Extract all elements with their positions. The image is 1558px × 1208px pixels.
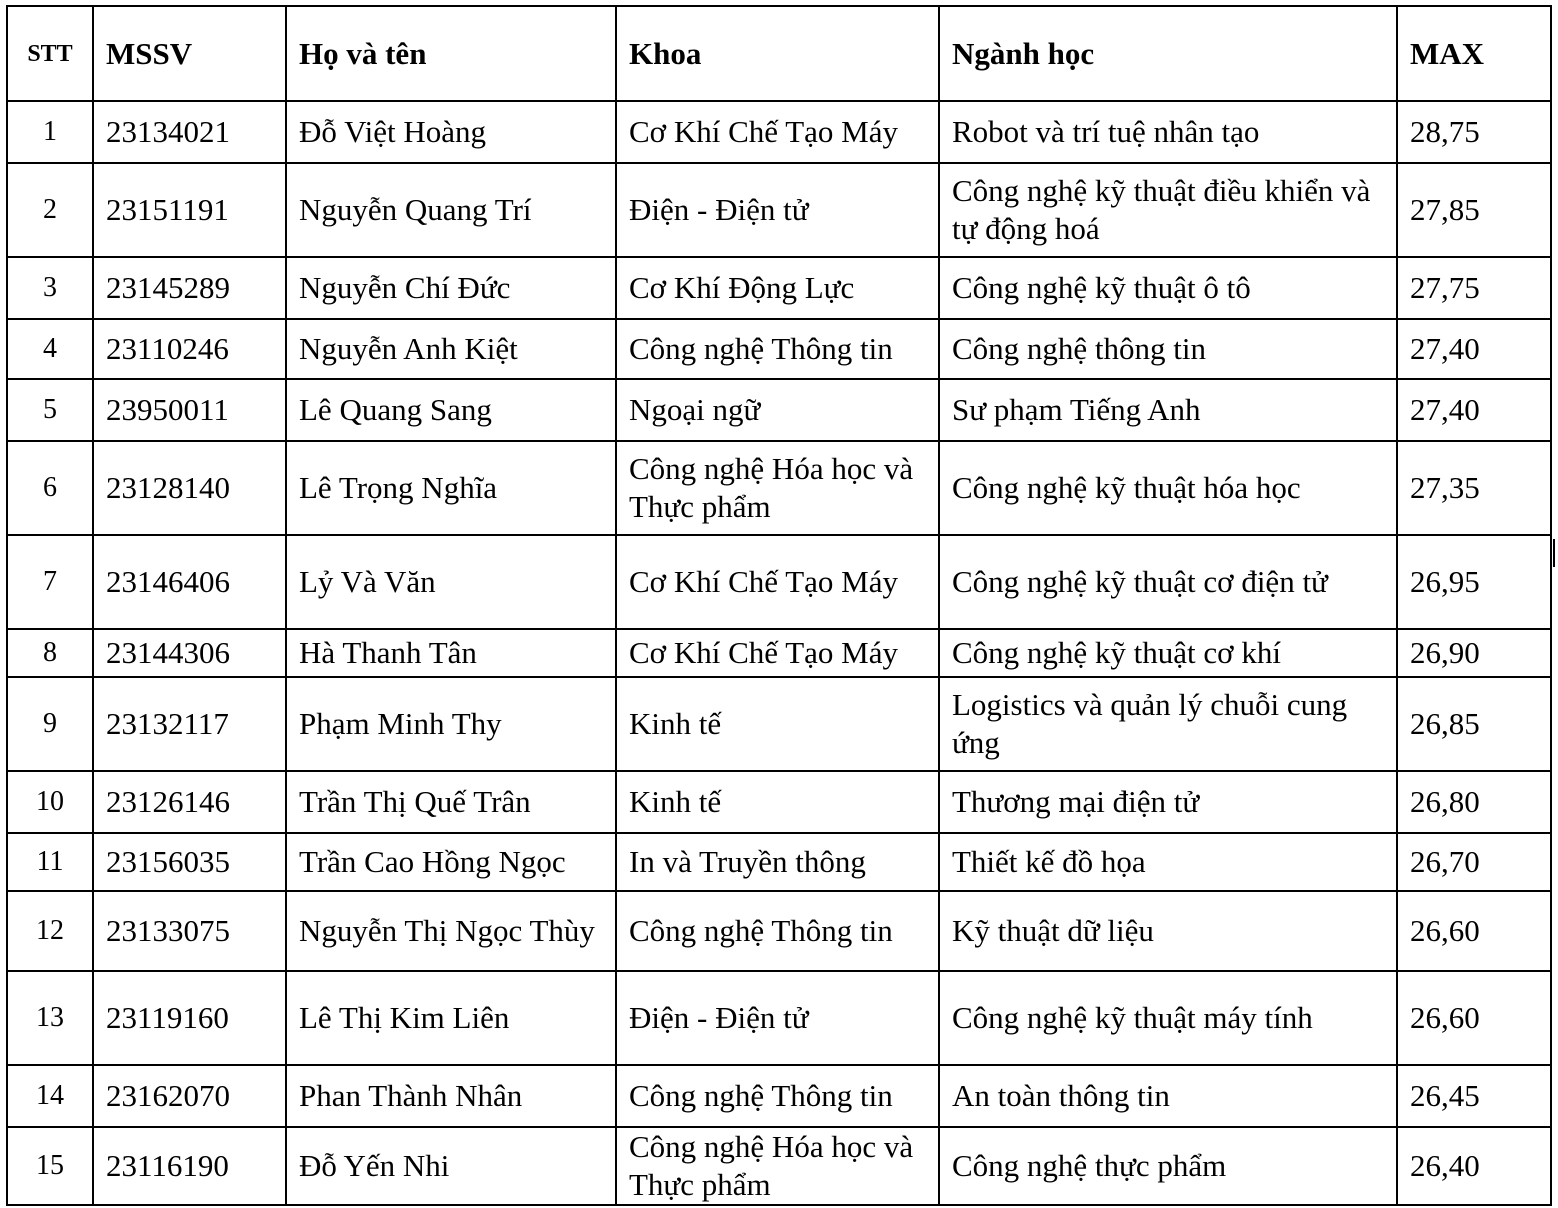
row-mssv: 23134021: [93, 101, 286, 163]
row-mssv: 23128140: [93, 441, 286, 535]
table-row: [7, 1127, 1551, 1205]
row-max: 27,40: [1397, 379, 1551, 441]
table-row: [7, 677, 1551, 771]
row-max: 26,95: [1397, 535, 1551, 629]
row-name: Nguyễn Chí Đức: [286, 257, 616, 319]
row-name: Trần Cao Hồng Ngọc: [286, 833, 616, 891]
row-faculty: Cơ Khí Động Lực: [616, 257, 939, 319]
row-faculty: Ngoại ngữ: [616, 379, 939, 441]
table-header-row: [7, 6, 1551, 101]
row-major: An toàn thông tin: [939, 1065, 1397, 1127]
row-mssv: 23132117: [93, 677, 286, 771]
header-mssv: MSSV: [93, 6, 286, 101]
row-stt: 10: [7, 771, 93, 833]
row-name: Lỷ Và Văn: [286, 535, 616, 629]
row-max: 28,75: [1397, 101, 1551, 163]
row-name: Lê Thị Kim Liên: [286, 971, 616, 1065]
row-name: Lê Quang Sang: [286, 379, 616, 441]
row-mssv: 23146406: [93, 535, 286, 629]
row-faculty: Công nghệ Hóa học và Thực phẩm: [616, 1127, 939, 1205]
row-name: Hà Thanh Tân: [286, 629, 616, 677]
row-mssv: 23144306: [93, 629, 286, 677]
row-major: Thương mại điện tử: [939, 771, 1397, 833]
row-name: Nguyễn Thị Ngọc Thùy: [286, 891, 616, 971]
row-stt: 7: [7, 535, 93, 629]
row-name: Đỗ Yến Nhi: [286, 1127, 616, 1205]
table-row: [7, 1065, 1551, 1127]
row-major: Sư phạm Tiếng Anh: [939, 379, 1397, 441]
table-row: [7, 771, 1551, 833]
row-faculty: Cơ Khí Chế Tạo Máy: [616, 101, 939, 163]
row-stt: 15: [7, 1127, 93, 1205]
row-stt: 13: [7, 971, 93, 1065]
row-mssv: 23110246: [93, 319, 286, 379]
row-max: 26,60: [1397, 891, 1551, 971]
row-stt: 11: [7, 833, 93, 891]
row-faculty: Công nghệ Hóa học và Thực phẩm: [616, 441, 939, 535]
row-major: Công nghệ kỹ thuật máy tính: [939, 971, 1397, 1065]
row-max: 26,45: [1397, 1065, 1551, 1127]
row-mssv: 23950011: [93, 379, 286, 441]
row-stt: 1: [7, 101, 93, 163]
row-max: 27,85: [1397, 163, 1551, 257]
row-name: Phạm Minh Thy: [286, 677, 616, 771]
row-max: 27,75: [1397, 257, 1551, 319]
row-faculty: Kinh tế: [616, 771, 939, 833]
row-name: Phan Thành Nhân: [286, 1065, 616, 1127]
row-stt: 8: [7, 629, 93, 677]
row-faculty: In và Truyền thông: [616, 833, 939, 891]
row-faculty: Cơ Khí Chế Tạo Máy: [616, 629, 939, 677]
row-faculty: Công nghệ Thông tin: [616, 319, 939, 379]
row-major: Công nghệ thực phẩm: [939, 1127, 1397, 1205]
row-stt: 14: [7, 1065, 93, 1127]
row-faculty: Công nghệ Thông tin: [616, 1065, 939, 1127]
table-row: [7, 833, 1551, 891]
table-row: [7, 379, 1551, 441]
row-stt: 6: [7, 441, 93, 535]
row-name: Trần Thị Quế Trân: [286, 771, 616, 833]
table-row: [7, 441, 1551, 535]
row-faculty: Điện - Điện tử: [616, 163, 939, 257]
row-faculty: Cơ Khí Chế Tạo Máy: [616, 535, 939, 629]
row-name: Đỗ Việt Hoàng: [286, 101, 616, 163]
table-body: [7, 6, 1551, 1205]
row-stt: 4: [7, 319, 93, 379]
row-major: Kỹ thuật dữ liệu: [939, 891, 1397, 971]
table-row: [7, 971, 1551, 1065]
row-stt: 2: [7, 163, 93, 257]
row-max: 26,85: [1397, 677, 1551, 771]
row-mssv: 23145289: [93, 257, 286, 319]
table-row: [7, 629, 1551, 677]
row-max: 27,40: [1397, 319, 1551, 379]
row-mssv: 23119160: [93, 971, 286, 1065]
row-major: Công nghệ kỹ thuật cơ khí: [939, 629, 1397, 677]
header-name: Họ và tên: [286, 6, 616, 101]
row-major: Thiết kế đồ họa: [939, 833, 1397, 891]
row-name: Nguyễn Quang Trí: [286, 163, 616, 257]
header-major: Ngành học: [939, 6, 1397, 101]
student-score-table: [6, 5, 1552, 1206]
header-stt: STT: [7, 6, 93, 101]
row-max: 26,80: [1397, 771, 1551, 833]
row-major: Công nghệ thông tin: [939, 319, 1397, 379]
row-faculty: Điện - Điện tử: [616, 971, 939, 1065]
row-mssv: 23116190: [93, 1127, 286, 1205]
row-max: 26,70: [1397, 833, 1551, 891]
row-max: 26,60: [1397, 971, 1551, 1065]
row-stt: 9: [7, 677, 93, 771]
row-max: 27,35: [1397, 441, 1551, 535]
row-major: Công nghệ kỹ thuật điều khiển và tự động hoá: [939, 163, 1397, 257]
row-mssv: 23133075: [93, 891, 286, 971]
row-stt: 12: [7, 891, 93, 971]
row-faculty: Công nghệ Thông tin: [616, 891, 939, 971]
row-stt: 3: [7, 257, 93, 319]
row-max: 26,40: [1397, 1127, 1551, 1205]
row-mssv: 23151191: [93, 163, 286, 257]
header-max: MAX: [1397, 6, 1551, 101]
text-cursor: [1553, 539, 1555, 567]
row-mssv: 23162070: [93, 1065, 286, 1127]
table-row: [7, 257, 1551, 319]
row-name: Nguyễn Anh Kiệt: [286, 319, 616, 379]
table-row: [7, 891, 1551, 971]
row-mssv: 23126146: [93, 771, 286, 833]
table-row: [7, 319, 1551, 379]
table-row: [7, 535, 1551, 629]
row-mssv: 23156035: [93, 833, 286, 891]
row-major: Công nghệ kỹ thuật ô tô: [939, 257, 1397, 319]
table-row: [7, 163, 1551, 257]
row-major: Robot và trí tuệ nhân tạo: [939, 101, 1397, 163]
row-stt: 5: [7, 379, 93, 441]
row-max: 26,90: [1397, 629, 1551, 677]
row-faculty: Kinh tế: [616, 677, 939, 771]
header-faculty: Khoa: [616, 6, 939, 101]
row-major: Công nghệ kỹ thuật cơ điện tử: [939, 535, 1397, 629]
row-major: Logistics và quản lý chuỗi cung ứng: [939, 677, 1397, 771]
row-name: Lê Trọng Nghĩa: [286, 441, 616, 535]
table-row: [7, 101, 1551, 163]
row-major: Công nghệ kỹ thuật hóa học: [939, 441, 1397, 535]
